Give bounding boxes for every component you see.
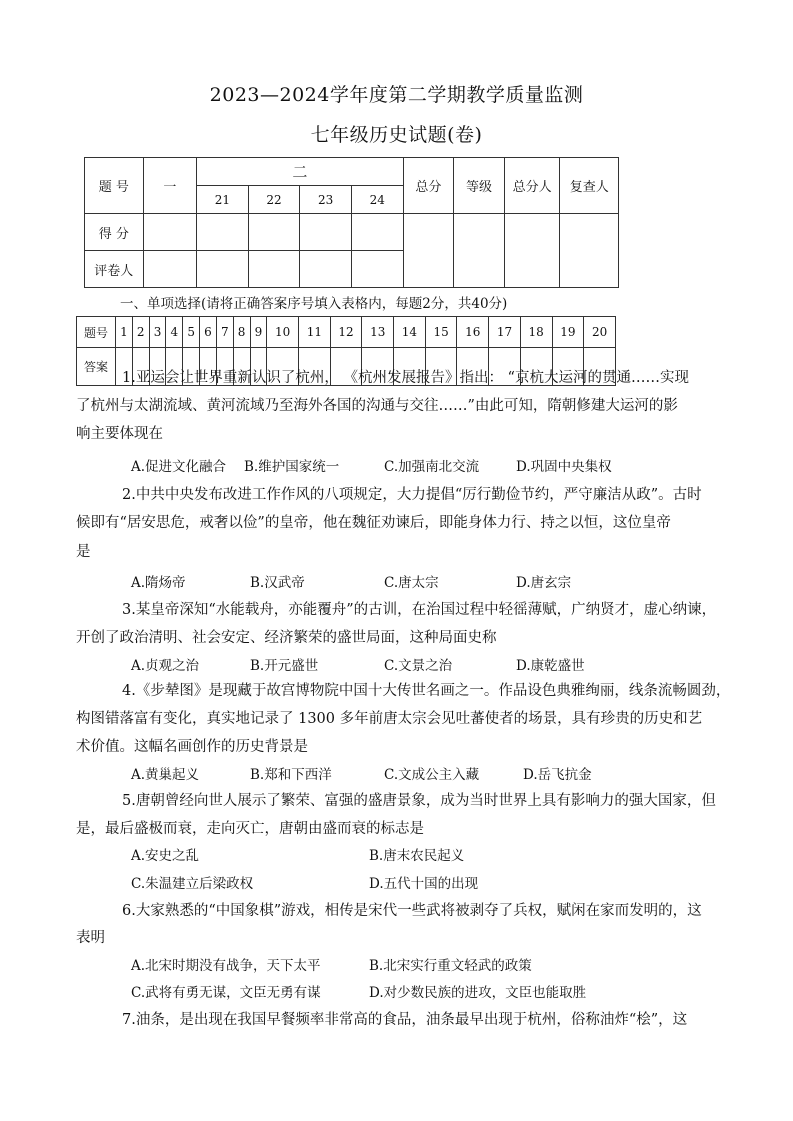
section-heading: 一、单项选择(请将正确答案序号填入表格内，每题2分，共40分) (120, 296, 508, 312)
score-cell[interactable] (197, 214, 249, 251)
score-header-part1: 一 (143, 158, 197, 214)
answer-number-20: 20 (584, 317, 616, 348)
answer-number-3: 3 (149, 317, 166, 348)
answer-number-6: 6 (200, 317, 217, 348)
question-2-line: 2.中共中央发布改进工作作风的八项规定，大力提倡“厉行勤俭节约，严守廉洁从政”。古时 (122, 487, 702, 503)
grader-cell[interactable] (248, 251, 300, 288)
answer-number-14: 14 (394, 317, 426, 348)
question-2-option[interactable]: A.隋炀帝 (131, 575, 186, 591)
answer-number-9: 9 (250, 317, 267, 348)
score-header-grade: 等级 (454, 158, 505, 214)
question-3-option[interactable]: D.康乾盛世 (516, 658, 585, 674)
answer-number-18: 18 (520, 317, 552, 348)
reviewer-cell[interactable] (560, 214, 619, 288)
question-3-line: 3.某皇帝深知“水能载舟，亦能覆舟”的古训，在治国过程中轻徭薄赋，广纳贤才，虚心纳谏， (122, 602, 717, 618)
question-1-line: 了杭州与太湖流域、黄河流域乃至海外各国的沟通与交往……”由此可知，隋朝修建大运河的影 (76, 398, 678, 414)
question-2-option[interactable]: D.唐玄宗 (516, 575, 572, 591)
question-5-option[interactable]: C.朱温建立后梁政权 (131, 876, 254, 892)
question-7-line: 7.油条，是出现在我国早餐频率非常高的食品，油条最早出现于杭州，俗称油炸“桧”，这 (122, 1012, 688, 1028)
question-4-line: 4.《步辇图》是现藏于故宫博物院中国十大传世名画之一。作品设色典雅绚丽，线条流畅圆劲， (122, 683, 731, 699)
question-6-option[interactable]: D.对少数民族的进攻，文臣也能取胜 (369, 985, 587, 1001)
score-cell[interactable] (300, 214, 352, 251)
answer-number-17: 17 (489, 317, 521, 348)
question-3-option[interactable]: B.开元盛世 (250, 658, 319, 674)
grader-row-label: 评卷人 (85, 251, 144, 288)
answer-number-1: 1 (116, 317, 133, 348)
question-3-option[interactable]: C.文景之治 (384, 658, 453, 674)
answer-number-5: 5 (183, 317, 200, 348)
score-header-reviewer: 复查人 (560, 158, 619, 214)
answer-number-12: 12 (330, 317, 362, 348)
question-5-option[interactable]: D.五代十国的出现 (369, 876, 479, 892)
question-2-option[interactable]: B.汉武帝 (250, 575, 305, 591)
answer-number-11: 11 (299, 317, 331, 348)
answer-number-4: 4 (166, 317, 183, 348)
question-3-option[interactable]: A.贞观之治 (131, 658, 200, 674)
question-3-line: 开创了政治清明、社会安定、经济繁荣的盛世局面，这种局面史称 (76, 630, 497, 646)
score-header-label: 题 号 (85, 158, 144, 214)
answer-number-15: 15 (425, 317, 457, 348)
question-1-option[interactable]: D.巩固中央集权 (516, 459, 612, 475)
question-1-option[interactable]: A.促进文化融合 (131, 459, 227, 475)
answer-number-19: 19 (552, 317, 584, 348)
grader-cell[interactable] (197, 251, 249, 288)
grader-cell[interactable] (143, 251, 197, 288)
grader-cell[interactable] (300, 251, 352, 288)
answer-row-label: 答案 (77, 348, 116, 386)
question-6-line: 6.大家熟悉的“中国象棋”游戏，相传是宋代一些武将被剥夺了兵权，赋闲在家而发明的，这 (122, 903, 702, 919)
score-sub-21: 21 (197, 186, 249, 214)
score-header-scorer: 总分人 (504, 158, 560, 214)
question-1-option[interactable]: B.维护国家统一 (244, 459, 340, 475)
score-cell[interactable] (248, 214, 300, 251)
score-sub-24: 24 (351, 186, 403, 214)
question-1-line: 1.亚运会让世界重新认识了杭州， 《杭州发展报告》指出： “京杭大运河的贯通……实现 (122, 370, 689, 386)
answer-number-label: 题号 (77, 317, 116, 348)
question-6-option[interactable]: B.北宋实行重文轻武的政策 (369, 958, 532, 974)
score-header-part2: 二 (197, 158, 404, 186)
question-5-line: 5.唐朝曾经向世人展示了繁荣、富强的盛唐景象，成为当时世界上具有影响力的强大国家，但 (122, 793, 716, 809)
question-1-option[interactable]: C.加强南北交流 (384, 459, 480, 475)
question-1-line: 响主要体现在 (76, 426, 163, 442)
question-4-line: 术价值。这幅名画创作的历史背景是 (76, 739, 308, 755)
exam-subtitle: 七年级历史试题(卷) (310, 124, 483, 146)
question-4-line: 构图错落富有变化，真实地记录了 1300 多年前唐太宗会见吐蕃使者的场景，具有珍贵的历史和艺 (76, 711, 703, 727)
question-6-option[interactable]: A.北宋时期没有战争，天下太平 (131, 958, 321, 974)
grade-cell[interactable] (454, 214, 505, 288)
question-5-option[interactable]: B.唐末农民起义 (369, 848, 465, 864)
question-4-option[interactable]: C.文成公主入藏 (384, 767, 480, 783)
score-sub-23: 23 (300, 186, 352, 214)
exam-title: 2023—2024学年度第二学期教学质量监测 (209, 84, 584, 106)
answer-number-16: 16 (457, 317, 489, 348)
answer-number-2: 2 (132, 317, 149, 348)
question-4-option[interactable]: D.岳飞抗金 (523, 767, 592, 783)
scorer-cell[interactable] (504, 214, 560, 288)
question-5-option[interactable]: A.安史之乱 (131, 848, 200, 864)
score-cell[interactable] (143, 214, 197, 251)
question-4-option[interactable]: B.郑和下西洋 (250, 767, 332, 783)
grader-cell[interactable] (351, 251, 403, 288)
score-row-label: 得 分 (85, 214, 144, 251)
answer-number-10: 10 (267, 317, 299, 348)
question-6-line: 表明 (76, 930, 105, 946)
answer-number-8: 8 (233, 317, 250, 348)
question-6-option[interactable]: C.武将有勇无谋，文臣无勇有谋 (131, 985, 321, 1001)
question-2-line: 候即有“居安思危，戒奢以俭”的皇帝，他在魏征劝谏后，即能身体力行、持之以恒，这位皇帝 (76, 515, 671, 531)
answer-number-13: 13 (362, 317, 394, 348)
score-header-total: 总分 (403, 158, 454, 214)
score-sub-22: 22 (248, 186, 300, 214)
score-cell[interactable] (351, 214, 403, 251)
answer-number-7: 7 (216, 317, 233, 348)
score-table (84, 157, 619, 288)
question-2-option[interactable]: C.唐太宗 (384, 575, 439, 591)
question-4-option[interactable]: A.黄巢起义 (131, 767, 200, 783)
total-score-cell[interactable] (403, 214, 454, 288)
question-2-line: 是 (76, 544, 91, 560)
question-5-line: 是，最后盛极而衰，走向灭亡，唐朝由盛而衰的标志是 (76, 821, 424, 837)
